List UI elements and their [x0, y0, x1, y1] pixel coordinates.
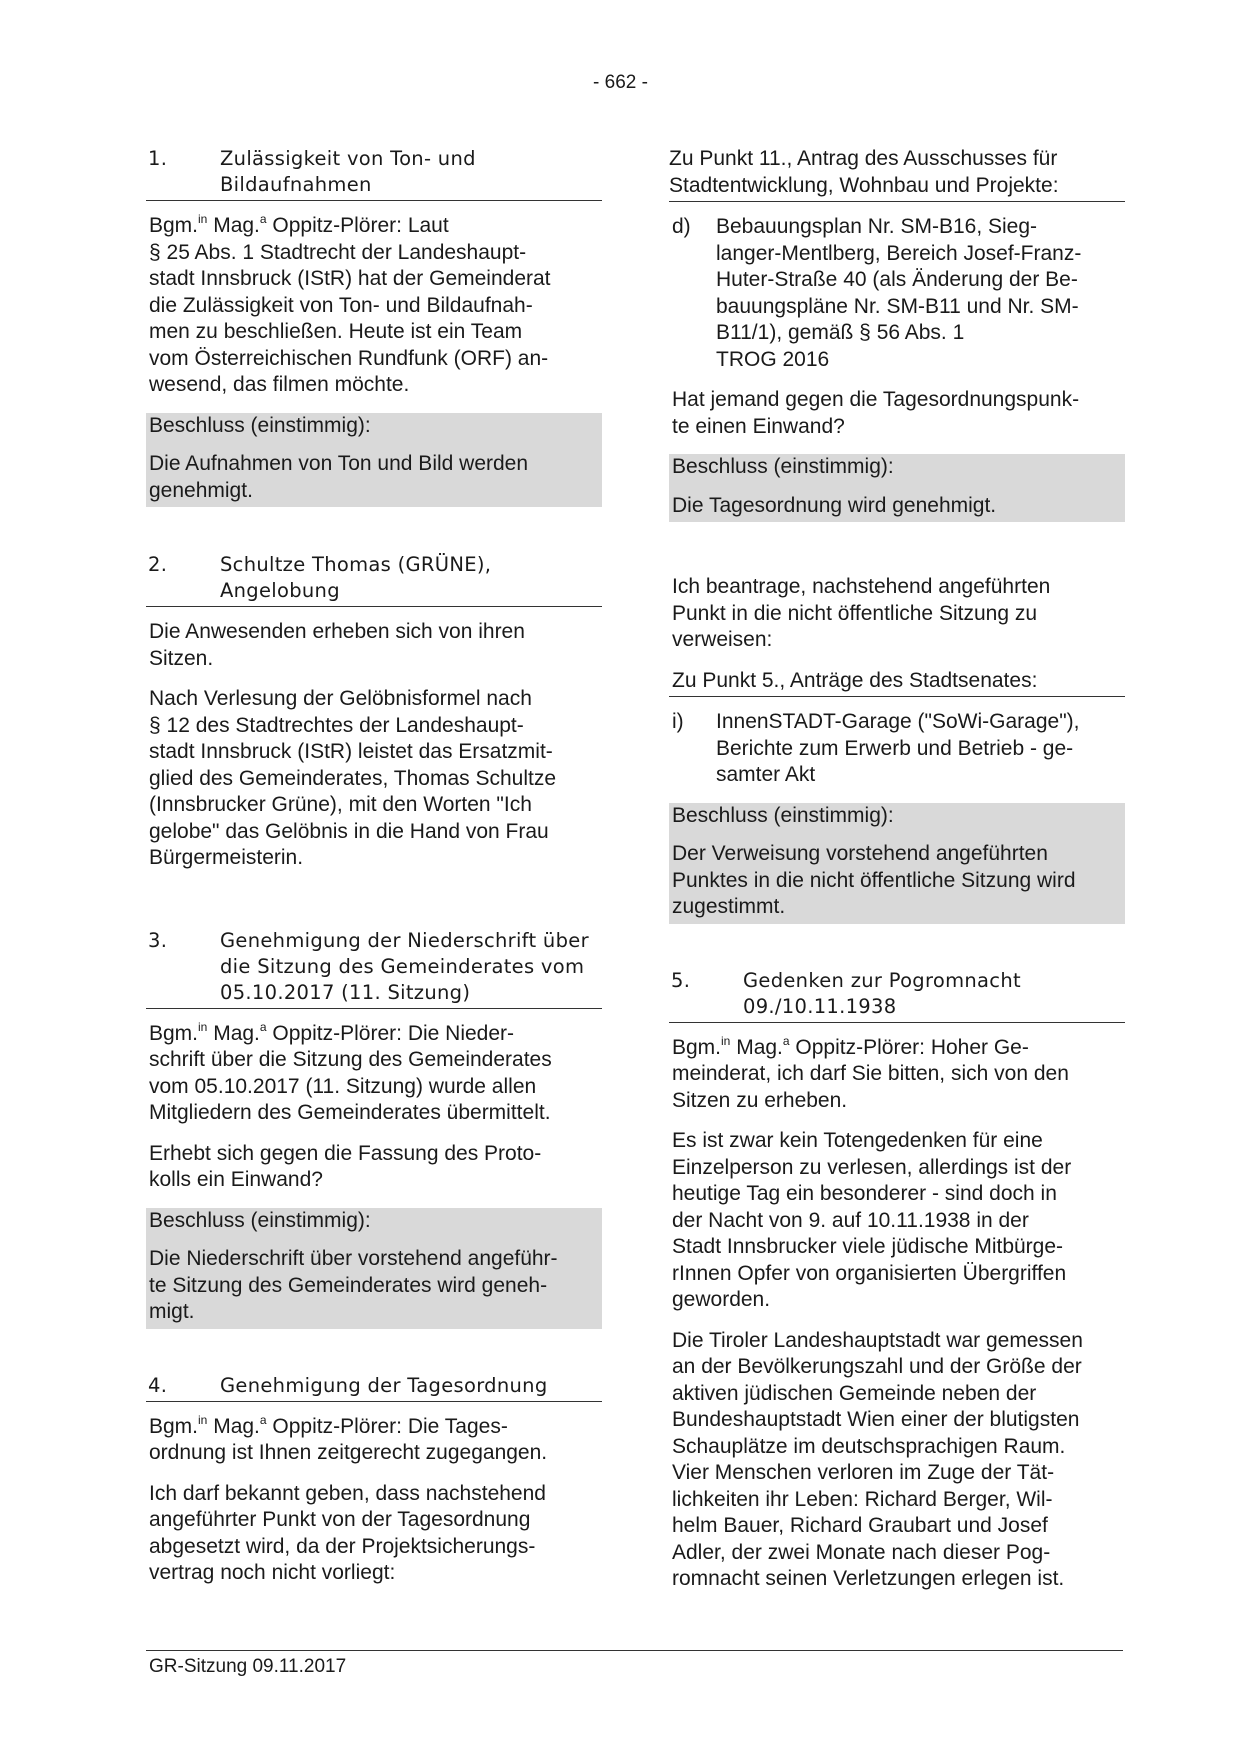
section-title: Gedenken zur Pogromnacht 09./10.11.1938: [743, 968, 1021, 1018]
section-number: 1.: [148, 147, 168, 170]
line: Laut: [407, 214, 449, 237]
section-title: Genehmigung der Tagesordnung: [220, 1373, 548, 1397]
section-heading-5: [669, 968, 1125, 1023]
section-number: 5.: [671, 968, 691, 992]
paragraph: [146, 213, 602, 399]
decision-label: Beschluss (einstimmig):: [669, 454, 1125, 485]
section-number: 4.: [148, 1373, 168, 1397]
line: die Zulässigkeit von Ton- und Bildaufnah-: [149, 293, 533, 317]
speaker-salutation: Bgm.$^{in}$ Mag.$^a$ Oppitz-Plörer:: [149, 1412, 402, 1438]
section-heading-3: [146, 928, 602, 1009]
speaker-salutation: Bgm.$^{in}$ Mag.$^a$ Oppitz-Plörer:: [149, 1019, 402, 1045]
speaker-salutation: Bgm.$^{in}$ Mag.$^a$ Oppitz-Plörer:: [672, 1033, 925, 1059]
paragraph: Ich beantrage, nachstehend angeführten Punkt in die nicht öffentliche Sitzung zu verweisen:: [672, 575, 1051, 651]
agenda-item-d: d) Bebauungsplan Nr. SM-B16, Sieg- langer-Mentlberg, Bereich Josef-Franz- Huter-Straße 40 (als Änderung der Be- bauungspläne Nr. SM-B11 und Nr. SM- B11/1), gemäß § 56 Abs. 1 TROG 2016: [672, 215, 1082, 371]
section-number: 3.: [148, 928, 168, 952]
decision-text: Die Niederschrift über vorstehend angeführ- te Sitzung des Gemeinderates wird geneh- migt.: [146, 1238, 602, 1329]
line: wesend, das filmen möchte.: [149, 373, 410, 396]
line: vom Österreichischen Rundfunk (ORF) an-: [149, 346, 549, 370]
speaker-salutation: Bgm.$^{in}$ Mag.$^a$ Oppitz-Plörer:: [149, 212, 402, 237]
footer-text: GR-Sitzung 09.11.2017: [149, 1656, 347, 1677]
item-label: d): [672, 215, 691, 238]
section-title: Schultze Thomas (GRÜNE), Angelobung: [220, 553, 492, 602]
paragraph: Die Anwesenden erheben sich von ihren Sitzen.: [149, 620, 525, 670]
agenda-point-5-heading: Zu Punkt 5., Anträge des Stadtsenates:: [669, 668, 1125, 698]
decision-label: Beschluss (einstimmig):: [146, 413, 602, 444]
paragraph: Erhebt sich gegen die Fassung des Proto- kolls ein Einwand?: [149, 1141, 542, 1191]
paragraph: Nach Verlesung der Gelöbnisformel nach § 12 des Stadtrechtes der Landeshaupt- stadt Innsbruck (IStR) leistet das Ersatzmit- glied des Gemeinderates, Thomas Schultze (Innsbrucker Grüne), mit den Worten "Ich gelobe" das Gelöbnis in die Hand von Frau Bürgermeisterin.: [149, 687, 556, 869]
line: men zu beschließen. Heute ist ein Team: [149, 320, 523, 343]
section-number: 2.: [148, 553, 168, 576]
section-title: Genehmigung der Niederschrift über die Sitzung des Gemeinderates vom 05.10.2017 (11. Sitzung): [220, 928, 589, 1004]
line: § 25 Abs. 1 Stadtrecht der Landeshaupt-: [149, 240, 527, 264]
paragraph: Die Tiroler Landeshauptstadt war gemessen an der Bevölkerungszahl und der Größe der aktiven jüdischen Gemeinde neben der Bundeshauptstadt Wien einer der blutigsten Schauplätze im deutschsprachigen Raum. Vier Menschen verloren im Zuge der Tät- lichkeiten ihr Leben: Richard Berger, Wil- helm Bauer, Richard Graubart und Josef Adler, der zwei Monate nach dieser Pog- romnacht seinen Verletzungen erlegen ist.: [672, 1328, 1083, 1590]
footer-divider: [146, 1650, 1123, 1651]
decision-text: Die Tagesordnung wird genehmigt.: [669, 485, 1125, 523]
right-column: [669, 146, 1125, 1593]
decision-text: Die Aufnahmen von Ton und Bild werden genehmigt.: [146, 443, 602, 507]
left-column: [146, 146, 602, 1587]
paragraph: Bgm.$^{in}$ Mag.$^a$ Oppitz-Plörer: Die Nieder- schrift über die Sitzung des Gemeinderates vom 05.10.2017 (11. Sitzung) wurde allen Mitgliedern des Gemeinderates übermittelt.: [149, 1019, 552, 1124]
paragraph: Bgm.$^{in}$ Mag.$^a$ Oppitz-Plörer: Die Tages- ordnung ist Ihnen zeitgerecht zugegangen.: [149, 1412, 548, 1464]
decision-label: Beschluss (einstimmig):: [669, 803, 1125, 834]
paragraph: Es ist zwar kein Totengedenken für eine Einzelperson zu verlesen, allerdings ist der heutige Tag ein besonderer - sind doch in der Nacht von 9. auf 10.11.1938 in der Stadt Innsbrucker viele jüdische Mitbürge- rInnen Opfer von organisierten Übergriffen geworden.: [672, 1129, 1072, 1311]
section-heading-1: [146, 146, 602, 201]
line: stadt Innsbruck (IStR) hat der Gemeinderat: [149, 267, 551, 290]
paragraph: Bgm.$^{in}$ Mag.$^a$ Oppitz-Plörer: Hoher Ge- meinderat, ich darf Sie bitten, sich von den Sitzen zu erheben.: [672, 1033, 1069, 1112]
agenda-item-i: i) InnenSTADT-Garage ("SoWi-Garage"), Berichte zum Erwerb und Betrieb - ge- samter Akt: [672, 710, 1080, 786]
agenda-point-11-heading: Zu Punkt 11., Antrag des Ausschusses für Stadtentwicklung, Wohnbau und Projekte:: [669, 146, 1125, 202]
decision-label: Beschluss (einstimmig):: [146, 1208, 602, 1239]
decision-text: Der Verweisung vorstehend angeführten Punktes in die nicht öffentliche Sitzung wird zugestimmt.: [669, 833, 1125, 924]
section-heading-2: [146, 552, 602, 607]
page-number: - 662 -: [593, 72, 648, 93]
item-label: i): [672, 710, 684, 733]
paragraph: Hat jemand gegen die Tagesordnungspunk- te einen Einwand?: [672, 388, 1080, 438]
section-title: Zulässigkeit von Ton- und Bildaufnahmen: [220, 147, 476, 196]
paragraph: Ich darf bekannt geben, dass nachstehend angeführter Punkt von der Tagesordnung abgesetzt wird, da der Projektsicherungs- vertrag noch nicht vorliegt:: [149, 1481, 546, 1584]
section-heading-4: [146, 1373, 602, 1402]
